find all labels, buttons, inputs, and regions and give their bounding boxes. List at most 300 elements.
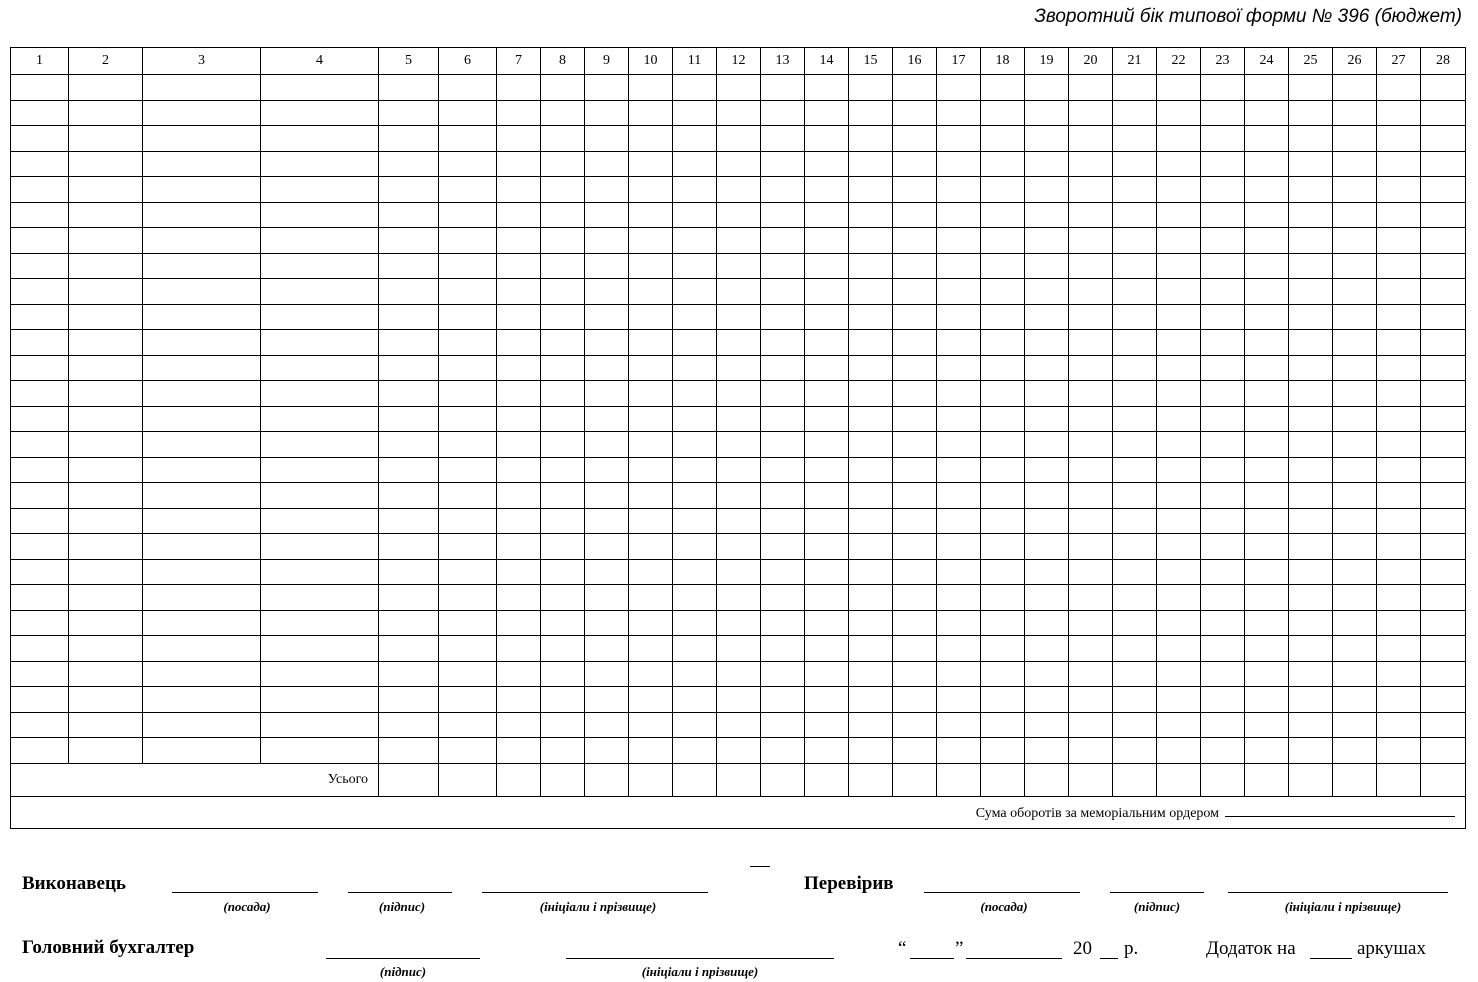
table-cell[interactable] xyxy=(1157,75,1201,101)
table-cell[interactable] xyxy=(497,100,541,126)
table-cell[interactable] xyxy=(629,738,673,764)
table-cell[interactable] xyxy=(541,534,585,560)
table-cell[interactable] xyxy=(937,610,981,636)
table-cell[interactable] xyxy=(1157,355,1201,381)
table-cell[interactable] xyxy=(379,738,439,764)
table-cell[interactable] xyxy=(893,228,937,254)
table-cell[interactable] xyxy=(937,738,981,764)
table-cell[interactable] xyxy=(261,661,379,687)
table-cell[interactable] xyxy=(541,738,585,764)
table-cell[interactable] xyxy=(1245,151,1289,177)
table-cell[interactable] xyxy=(497,355,541,381)
table-cell[interactable] xyxy=(717,330,761,356)
table-cell[interactable] xyxy=(761,228,805,254)
table-cell[interactable] xyxy=(11,738,69,764)
table-cell[interactable] xyxy=(1201,508,1245,534)
table-cell[interactable] xyxy=(893,483,937,509)
table-cell[interactable] xyxy=(1025,100,1069,126)
table-cell[interactable] xyxy=(981,636,1025,662)
table-cell[interactable] xyxy=(1421,253,1466,279)
table-cell[interactable] xyxy=(1377,457,1421,483)
table-cell[interactable] xyxy=(937,75,981,101)
table-cell[interactable] xyxy=(717,559,761,585)
table-cell[interactable] xyxy=(497,508,541,534)
table-cell[interactable] xyxy=(849,253,893,279)
total-cell[interactable] xyxy=(497,763,541,796)
table-cell[interactable] xyxy=(261,75,379,101)
table-cell[interactable] xyxy=(541,304,585,330)
table-cell[interactable] xyxy=(849,432,893,458)
table-cell[interactable] xyxy=(439,100,497,126)
table-cell[interactable] xyxy=(981,661,1025,687)
table-cell[interactable] xyxy=(849,75,893,101)
table-cell[interactable] xyxy=(981,330,1025,356)
table-cell[interactable] xyxy=(585,508,629,534)
table-cell[interactable] xyxy=(673,432,717,458)
table-cell[interactable] xyxy=(717,636,761,662)
table-cell[interactable] xyxy=(893,75,937,101)
table-cell[interactable] xyxy=(629,559,673,585)
table-cell[interactable] xyxy=(1333,432,1377,458)
table-cell[interactable] xyxy=(805,253,849,279)
table-cell[interactable] xyxy=(717,712,761,738)
table-cell[interactable] xyxy=(143,712,261,738)
table-cell[interactable] xyxy=(379,279,439,305)
table-cell[interactable] xyxy=(379,585,439,611)
table-cell[interactable] xyxy=(1113,279,1157,305)
table-cell[interactable] xyxy=(439,75,497,101)
table-cell[interactable] xyxy=(1421,279,1466,305)
table-cell[interactable] xyxy=(937,253,981,279)
table-cell[interactable] xyxy=(497,712,541,738)
table-cell[interactable] xyxy=(1289,712,1333,738)
table-cell[interactable] xyxy=(893,534,937,560)
table-cell[interactable] xyxy=(937,457,981,483)
table-cell[interactable] xyxy=(1377,483,1421,509)
table-cell[interactable] xyxy=(497,75,541,101)
table-cell[interactable] xyxy=(439,559,497,585)
table-cell[interactable] xyxy=(69,508,143,534)
table-cell[interactable] xyxy=(673,126,717,152)
table-cell[interactable] xyxy=(1333,253,1377,279)
total-cell[interactable] xyxy=(761,763,805,796)
table-cell[interactable] xyxy=(1113,508,1157,534)
table-cell[interactable] xyxy=(805,304,849,330)
table-cell[interactable] xyxy=(937,483,981,509)
table-cell[interactable] xyxy=(1157,738,1201,764)
table-cell[interactable] xyxy=(143,534,261,560)
table-cell[interactable] xyxy=(673,534,717,560)
table-cell[interactable] xyxy=(11,661,69,687)
table-cell[interactable] xyxy=(805,381,849,407)
table-cell[interactable] xyxy=(69,534,143,560)
table-cell[interactable] xyxy=(673,253,717,279)
table-cell[interactable] xyxy=(673,279,717,305)
table-cell[interactable] xyxy=(1377,177,1421,203)
table-cell[interactable] xyxy=(761,100,805,126)
table-cell[interactable] xyxy=(761,75,805,101)
table-cell[interactable] xyxy=(439,177,497,203)
table-cell[interactable] xyxy=(69,304,143,330)
table-cell[interactable] xyxy=(673,636,717,662)
table-cell[interactable] xyxy=(1157,661,1201,687)
table-cell[interactable] xyxy=(893,457,937,483)
total-cell[interactable] xyxy=(1377,763,1421,796)
table-cell[interactable] xyxy=(849,330,893,356)
table-cell[interactable] xyxy=(981,75,1025,101)
table-cell[interactable] xyxy=(143,585,261,611)
table-cell[interactable] xyxy=(1069,610,1113,636)
table-cell[interactable] xyxy=(673,304,717,330)
table-cell[interactable] xyxy=(981,432,1025,458)
table-cell[interactable] xyxy=(379,508,439,534)
table-cell[interactable] xyxy=(717,457,761,483)
table-cell[interactable] xyxy=(893,100,937,126)
table-cell[interactable] xyxy=(69,406,143,432)
table-cell[interactable] xyxy=(11,712,69,738)
table-cell[interactable] xyxy=(1069,151,1113,177)
table-cell[interactable] xyxy=(1025,738,1069,764)
table-cell[interactable] xyxy=(761,126,805,152)
table-cell[interactable] xyxy=(761,738,805,764)
table-cell[interactable] xyxy=(1113,585,1157,611)
table-cell[interactable] xyxy=(1069,738,1113,764)
table-cell[interactable] xyxy=(1421,534,1466,560)
table-cell[interactable] xyxy=(1289,661,1333,687)
table-cell[interactable] xyxy=(69,432,143,458)
table-cell[interactable] xyxy=(1289,381,1333,407)
table-cell[interactable] xyxy=(981,712,1025,738)
table-cell[interactable] xyxy=(1421,304,1466,330)
table-cell[interactable] xyxy=(497,253,541,279)
table-cell[interactable] xyxy=(143,304,261,330)
table-cell[interactable] xyxy=(1245,177,1289,203)
table-cell[interactable] xyxy=(497,151,541,177)
table-cell[interactable] xyxy=(1421,100,1466,126)
table-cell[interactable] xyxy=(629,126,673,152)
table-cell[interactable] xyxy=(69,610,143,636)
table-cell[interactable] xyxy=(1157,687,1201,713)
table-cell[interactable] xyxy=(1113,253,1157,279)
table-cell[interactable] xyxy=(1333,636,1377,662)
table-cell[interactable] xyxy=(1113,406,1157,432)
table-cell[interactable] xyxy=(1245,432,1289,458)
table-cell[interactable] xyxy=(379,661,439,687)
table-cell[interactable] xyxy=(629,483,673,509)
table-cell[interactable] xyxy=(893,330,937,356)
table-cell[interactable] xyxy=(439,151,497,177)
table-cell[interactable] xyxy=(11,559,69,585)
table-cell[interactable] xyxy=(379,534,439,560)
table-cell[interactable] xyxy=(1069,406,1113,432)
table-cell[interactable] xyxy=(849,483,893,509)
table-cell[interactable] xyxy=(541,712,585,738)
total-cell[interactable] xyxy=(379,763,439,796)
table-cell[interactable] xyxy=(379,610,439,636)
table-cell[interactable] xyxy=(1025,304,1069,330)
table-cell[interactable] xyxy=(981,151,1025,177)
table-cell[interactable] xyxy=(11,355,69,381)
table-cell[interactable] xyxy=(1245,381,1289,407)
table-cell[interactable] xyxy=(937,406,981,432)
table-cell[interactable] xyxy=(1421,202,1466,228)
table-cell[interactable] xyxy=(69,585,143,611)
table-cell[interactable] xyxy=(1289,202,1333,228)
table-cell[interactable] xyxy=(439,330,497,356)
table-cell[interactable] xyxy=(1025,279,1069,305)
table-cell[interactable] xyxy=(69,75,143,101)
table-cell[interactable] xyxy=(937,228,981,254)
table-cell[interactable] xyxy=(585,457,629,483)
table-cell[interactable] xyxy=(1025,661,1069,687)
table-cell[interactable] xyxy=(1377,712,1421,738)
total-cell[interactable] xyxy=(1157,763,1201,796)
table-cell[interactable] xyxy=(69,355,143,381)
table-cell[interactable] xyxy=(1157,100,1201,126)
table-cell[interactable] xyxy=(143,151,261,177)
table-cell[interactable] xyxy=(379,304,439,330)
table-cell[interactable] xyxy=(541,355,585,381)
table-cell[interactable] xyxy=(143,661,261,687)
table-cell[interactable] xyxy=(893,151,937,177)
table-cell[interactable] xyxy=(849,100,893,126)
table-cell[interactable] xyxy=(1377,738,1421,764)
total-cell[interactable] xyxy=(937,763,981,796)
table-cell[interactable] xyxy=(981,534,1025,560)
total-cell[interactable] xyxy=(893,763,937,796)
table-cell[interactable] xyxy=(937,687,981,713)
table-cell[interactable] xyxy=(1201,202,1245,228)
table-cell[interactable] xyxy=(1157,151,1201,177)
table-cell[interactable] xyxy=(1377,279,1421,305)
table-cell[interactable] xyxy=(1333,610,1377,636)
table-cell[interactable] xyxy=(629,457,673,483)
table-cell[interactable] xyxy=(497,330,541,356)
table-cell[interactable] xyxy=(261,228,379,254)
table-cell[interactable] xyxy=(497,177,541,203)
table-cell[interactable] xyxy=(1113,330,1157,356)
turnover-value-line[interactable] xyxy=(1225,802,1455,817)
table-cell[interactable] xyxy=(1245,253,1289,279)
table-cell[interactable] xyxy=(585,406,629,432)
table-cell[interactable] xyxy=(673,712,717,738)
table-cell[interactable] xyxy=(69,738,143,764)
table-cell[interactable] xyxy=(1113,483,1157,509)
table-cell[interactable] xyxy=(1245,355,1289,381)
table-cell[interactable] xyxy=(937,279,981,305)
table-cell[interactable] xyxy=(1245,687,1289,713)
table-cell[interactable] xyxy=(1201,585,1245,611)
table-cell[interactable] xyxy=(1025,381,1069,407)
table-cell[interactable] xyxy=(1245,661,1289,687)
table-cell[interactable] xyxy=(1333,228,1377,254)
table-cell[interactable] xyxy=(1245,304,1289,330)
table-cell[interactable] xyxy=(1201,151,1245,177)
table-cell[interactable] xyxy=(1377,610,1421,636)
table-cell[interactable] xyxy=(1333,126,1377,152)
table-cell[interactable] xyxy=(69,559,143,585)
table-cell[interactable] xyxy=(69,202,143,228)
table-cell[interactable] xyxy=(1069,432,1113,458)
table-cell[interactable] xyxy=(805,508,849,534)
table-cell[interactable] xyxy=(1113,738,1157,764)
date-month-line[interactable] xyxy=(966,958,1062,959)
table-cell[interactable] xyxy=(1025,151,1069,177)
table-cell[interactable] xyxy=(1377,126,1421,152)
table-cell[interactable] xyxy=(1201,432,1245,458)
table-cell[interactable] xyxy=(893,738,937,764)
table-cell[interactable] xyxy=(849,687,893,713)
table-cell[interactable] xyxy=(585,177,629,203)
table-cell[interactable] xyxy=(849,406,893,432)
table-cell[interactable] xyxy=(1333,75,1377,101)
table-cell[interactable] xyxy=(143,610,261,636)
table-cell[interactable] xyxy=(805,457,849,483)
table-cell[interactable] xyxy=(1421,508,1466,534)
table-cell[interactable] xyxy=(541,636,585,662)
table-cell[interactable] xyxy=(761,406,805,432)
table-cell[interactable] xyxy=(541,177,585,203)
table-cell[interactable] xyxy=(497,738,541,764)
table-cell[interactable] xyxy=(11,304,69,330)
table-cell[interactable] xyxy=(893,177,937,203)
table-cell[interactable] xyxy=(981,585,1025,611)
table-cell[interactable] xyxy=(1289,100,1333,126)
table-cell[interactable] xyxy=(1113,712,1157,738)
table-cell[interactable] xyxy=(1025,126,1069,152)
table-cell[interactable] xyxy=(805,279,849,305)
table-cell[interactable] xyxy=(1377,432,1421,458)
table-cell[interactable] xyxy=(1201,304,1245,330)
table-cell[interactable] xyxy=(143,126,261,152)
table-cell[interactable] xyxy=(585,687,629,713)
table-cell[interactable] xyxy=(1377,304,1421,330)
table-cell[interactable] xyxy=(261,559,379,585)
table-cell[interactable] xyxy=(849,126,893,152)
table-cell[interactable] xyxy=(1069,202,1113,228)
table-cell[interactable] xyxy=(629,610,673,636)
table-cell[interactable] xyxy=(1377,355,1421,381)
table-cell[interactable] xyxy=(1201,381,1245,407)
table-cell[interactable] xyxy=(1201,483,1245,509)
date-day-line[interactable] xyxy=(910,958,954,959)
table-cell[interactable] xyxy=(849,381,893,407)
table-cell[interactable] xyxy=(261,304,379,330)
table-cell[interactable] xyxy=(439,483,497,509)
table-cell[interactable] xyxy=(1377,636,1421,662)
table-cell[interactable] xyxy=(1377,508,1421,534)
table-cell[interactable] xyxy=(69,330,143,356)
table-cell[interactable] xyxy=(937,712,981,738)
table-cell[interactable] xyxy=(497,687,541,713)
table-cell[interactable] xyxy=(379,483,439,509)
table-cell[interactable] xyxy=(1069,228,1113,254)
table-cell[interactable] xyxy=(69,483,143,509)
table-cell[interactable] xyxy=(379,228,439,254)
table-cell[interactable] xyxy=(805,202,849,228)
table-cell[interactable] xyxy=(1377,585,1421,611)
table-cell[interactable] xyxy=(585,738,629,764)
table-cell[interactable] xyxy=(439,738,497,764)
table-cell[interactable] xyxy=(439,253,497,279)
table-cell[interactable] xyxy=(497,661,541,687)
table-cell[interactable] xyxy=(673,228,717,254)
table-cell[interactable] xyxy=(1025,253,1069,279)
table-cell[interactable] xyxy=(673,661,717,687)
table-cell[interactable] xyxy=(629,202,673,228)
table-cell[interactable] xyxy=(69,228,143,254)
table-cell[interactable] xyxy=(497,636,541,662)
table-cell[interactable] xyxy=(11,75,69,101)
table-cell[interactable] xyxy=(541,585,585,611)
table-cell[interactable] xyxy=(673,483,717,509)
table-cell[interactable] xyxy=(1025,483,1069,509)
table-cell[interactable] xyxy=(937,381,981,407)
table-cell[interactable] xyxy=(1025,75,1069,101)
table-cell[interactable] xyxy=(585,253,629,279)
total-cell[interactable] xyxy=(673,763,717,796)
table-cell[interactable] xyxy=(1069,253,1113,279)
table-cell[interactable] xyxy=(849,151,893,177)
table-cell[interactable] xyxy=(1333,457,1377,483)
table-cell[interactable] xyxy=(1025,508,1069,534)
table-cell[interactable] xyxy=(1069,177,1113,203)
table-cell[interactable] xyxy=(541,483,585,509)
table-cell[interactable] xyxy=(11,508,69,534)
total-cell[interactable] xyxy=(1421,763,1466,796)
table-cell[interactable] xyxy=(1157,636,1201,662)
table-cell[interactable] xyxy=(1113,687,1157,713)
table-cell[interactable] xyxy=(439,636,497,662)
table-cell[interactable] xyxy=(1377,406,1421,432)
table-cell[interactable] xyxy=(1201,330,1245,356)
table-cell[interactable] xyxy=(893,636,937,662)
table-cell[interactable] xyxy=(585,712,629,738)
table-cell[interactable] xyxy=(673,202,717,228)
table-cell[interactable] xyxy=(11,483,69,509)
table-cell[interactable] xyxy=(717,483,761,509)
total-cell[interactable] xyxy=(1333,763,1377,796)
table-cell[interactable] xyxy=(717,304,761,330)
table-cell[interactable] xyxy=(1201,177,1245,203)
table-cell[interactable] xyxy=(673,100,717,126)
table-cell[interactable] xyxy=(893,253,937,279)
table-cell[interactable] xyxy=(1113,228,1157,254)
table-cell[interactable] xyxy=(849,585,893,611)
table-cell[interactable] xyxy=(629,432,673,458)
table-cell[interactable] xyxy=(893,432,937,458)
table-cell[interactable] xyxy=(1025,330,1069,356)
table-cell[interactable] xyxy=(439,381,497,407)
table-cell[interactable] xyxy=(1289,457,1333,483)
table-cell[interactable] xyxy=(261,355,379,381)
table-cell[interactable] xyxy=(261,177,379,203)
table-cell[interactable] xyxy=(1113,355,1157,381)
table-cell[interactable] xyxy=(717,202,761,228)
table-cell[interactable] xyxy=(1421,355,1466,381)
table-cell[interactable] xyxy=(937,177,981,203)
table-cell[interactable] xyxy=(629,534,673,560)
table-cell[interactable] xyxy=(673,738,717,764)
table-cell[interactable] xyxy=(497,279,541,305)
table-cell[interactable] xyxy=(261,126,379,152)
table-cell[interactable] xyxy=(11,534,69,560)
table-cell[interactable] xyxy=(761,534,805,560)
table-cell[interactable] xyxy=(937,330,981,356)
table-cell[interactable] xyxy=(439,534,497,560)
table-cell[interactable] xyxy=(981,508,1025,534)
table-cell[interactable] xyxy=(541,202,585,228)
